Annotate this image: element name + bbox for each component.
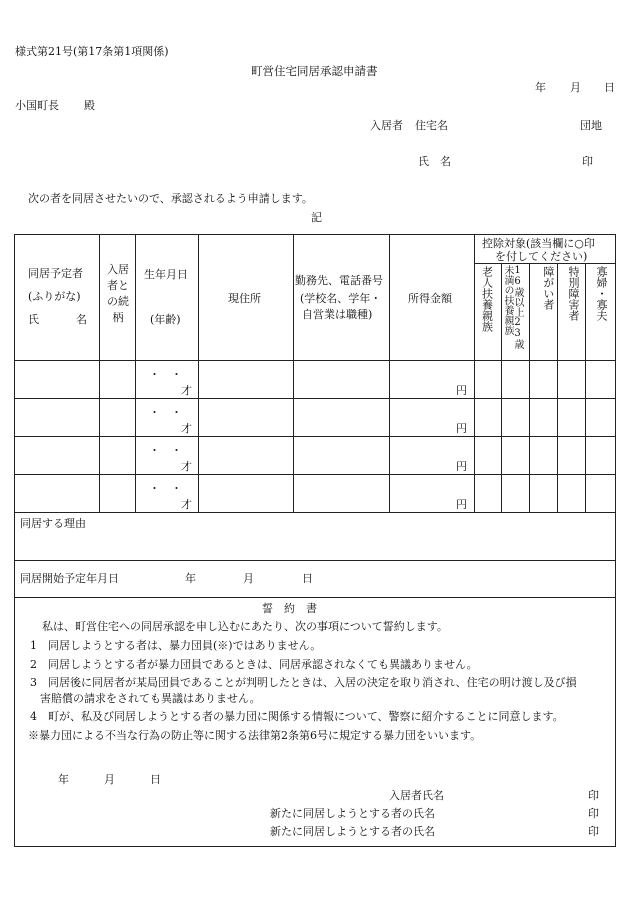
col-name-header: 同居予定者 — [28, 267, 83, 280]
pledge-seal: 印 — [588, 825, 599, 838]
date-day-label: 日 — [604, 81, 615, 94]
row-divider — [14, 398, 616, 399]
income-yen: 円 — [456, 384, 467, 397]
applicant-seal: 印 — [582, 155, 593, 168]
birth-date-dots: ・ ・ — [149, 444, 182, 457]
reason-label: 同居する理由 — [20, 517, 86, 530]
income-yen: 円 — [456, 422, 467, 435]
deduction-title: 控除対象(該当欄に○印 — [482, 237, 595, 250]
column-divider — [99, 234, 100, 513]
frame-left-border — [14, 234, 15, 847]
age-unit: 才 — [181, 384, 192, 397]
pledge-intro: 私は、町営住宅への同居承認を申し込むにあたり、次の事項について誓約します。 — [42, 620, 448, 633]
column-divider — [389, 234, 390, 513]
col-name-mei: 名 — [76, 313, 87, 326]
pledge-title: 誓 約 書 — [262, 602, 317, 615]
start-date-label: 同居開始予定年月日 — [20, 572, 119, 585]
col-name-furigana: (ふりがな) — [28, 290, 81, 303]
start-date-month: 月 — [243, 572, 254, 585]
column-divider — [585, 263, 586, 513]
ki-label: 記 — [311, 211, 322, 224]
table-bottom-border — [14, 512, 616, 513]
col-birth-age: (年齢) — [150, 313, 181, 326]
pledge-cohabitant-name: 新たに同居しようとする者の氏名 — [270, 807, 435, 820]
col-work-sub1: (学校名、学年・ — [300, 292, 382, 305]
header-row-divider — [14, 360, 616, 361]
pledge-date-year: 年 — [58, 773, 69, 786]
addressee-honorific: 殿 — [84, 99, 95, 112]
row-divider — [14, 474, 616, 475]
row-divider — [14, 436, 616, 437]
request-text: 次の者を同居させたいので、承認されるよう申請します。 — [28, 192, 313, 205]
document-title: 町営住宅同居承認申請書 — [251, 64, 378, 78]
deduction-title-sub: を付してください) — [495, 250, 588, 263]
age-unit: 才 — [181, 422, 192, 435]
birth-date-dots: ・ ・ — [149, 406, 182, 419]
reason-divider — [14, 560, 616, 561]
complex-label: 団地 — [580, 119, 602, 132]
col-address-header: 現住所 — [228, 292, 261, 305]
deduction-elderly: 老人扶養親族 — [480, 266, 494, 332]
start-date-year: 年 — [185, 572, 196, 585]
form-number: 様式第21号(第17条第1項関係) — [15, 45, 169, 58]
pledge-item-2: 2 同居しようとする者が暴力団員であるときは、同居承認されなくても異議ありません。 — [30, 658, 478, 671]
pledge-item-3: 3 同居後に同居者が某局団員であることが判明したときは、入居の決定を取り消され、住宅の明け渡し及び損 — [30, 676, 577, 689]
resident-label: 入居者 — [370, 119, 403, 132]
date-year-label: 年 — [535, 81, 546, 94]
column-divider — [293, 234, 294, 513]
col-work-header: 勤務先、電話番号 — [295, 274, 383, 287]
income-yen: 円 — [456, 460, 467, 473]
addressee: 小国町長 — [15, 99, 59, 112]
deduction-disabled: 障がい者 — [541, 266, 555, 310]
pledge-date-day: 日 — [150, 773, 161, 786]
deduction-subheader-divider — [474, 263, 616, 264]
start-date-divider — [14, 597, 616, 598]
deduction-dependent-a: 16歳以上23歳 — [512, 265, 523, 349]
pledge-date-month: 月 — [104, 773, 115, 786]
column-divider — [529, 263, 530, 513]
birth-date-dots: ・ ・ — [149, 482, 182, 495]
table-top-border — [14, 234, 616, 235]
column-divider — [198, 234, 199, 513]
col-relation-header: 入居者との続柄 — [107, 263, 129, 324]
birth-date-dots: ・ ・ — [149, 368, 182, 381]
frame-right-border — [615, 234, 616, 847]
income-yen: 円 — [456, 498, 467, 511]
column-divider — [474, 234, 475, 513]
pledge-cohabitant-name: 新たに同居しようとする者の氏名 — [270, 825, 435, 838]
pledge-resident-name: 入居者氏名 — [389, 789, 444, 802]
pledge-item-4: 4 町が、私及び同居しようとする者の暴力団に関係する情報について、警察に紹介することに同意します。 — [30, 710, 564, 723]
deduction-widow: 寡婦・寡夫 — [595, 266, 609, 321]
deduction-special-disabled: 特別障害者 — [567, 266, 581, 321]
start-date-day: 日 — [302, 572, 313, 585]
age-unit: 才 — [181, 498, 192, 511]
pledge-seal: 印 — [588, 789, 599, 802]
col-work-sub2: 自営業は職種) — [302, 308, 373, 321]
pledge-item-3-cont: 害賠償の請求をされても異議はありません。 — [40, 692, 261, 705]
col-name-shi: 氏 — [28, 313, 39, 326]
address-label: 住宅名 — [415, 119, 448, 132]
col-birth-header: 生年月日 — [144, 268, 188, 281]
pledge-note: ※暴力団による不当な行為の防止等に関する法律第2条第6号に規定する暴力団をいいます。 — [28, 729, 482, 742]
frame-bottom-border — [14, 846, 616, 847]
col-income-header: 所得金額 — [408, 292, 452, 305]
date-month-label: 月 — [570, 81, 581, 94]
age-unit: 才 — [181, 460, 192, 473]
applicant-name-label: 氏 名 — [418, 155, 451, 168]
deduction-dependent-b: 未満の扶養親族 — [502, 265, 513, 335]
column-divider — [135, 234, 136, 513]
pledge-seal: 印 — [588, 807, 599, 820]
pledge-item-1: 1 同居しようとする者は、暴力団員(※)ではありません。 — [30, 639, 322, 652]
